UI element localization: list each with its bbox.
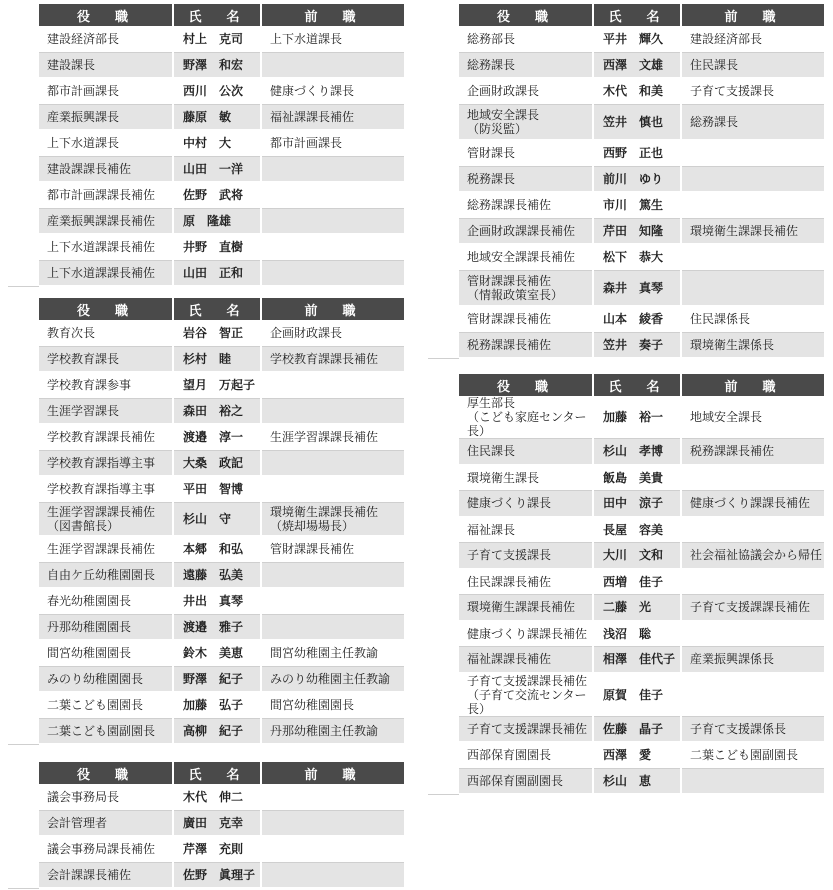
table-row [8,476,404,502]
table-row [8,810,404,836]
role-cell: 税務課課長補佐 [459,332,593,358]
role-cell: 学校教育課指導主事 [39,450,173,476]
role-cell: 税務課長 [459,166,593,192]
prev-role-cell: 税務課課長補佐 [681,439,824,465]
prev-role-cell: 健康づくり課課長補佐 [681,491,824,517]
prev-role-cell [261,614,404,640]
table-row [428,26,824,52]
table-row [8,398,404,424]
role-cell: 議会事務局課長補佐 [39,836,173,862]
table-row [428,716,824,742]
name-cell: 大桑 政記 [173,450,261,476]
section-label-char: 設 [21,134,34,149]
table-row [428,517,824,543]
section-label-kosei [428,396,459,794]
name-cell: 西野 正也 [593,140,681,166]
header-row [8,298,404,320]
table-row [8,502,404,536]
section-kensetsu-table [8,4,404,287]
role-cell: 子育て支援課長 [459,543,593,569]
table-row [8,52,404,78]
prev-role-cell: 建設経済部長 [681,26,824,52]
prev-role-cell: みのり幼稚園主任教諭 [261,666,404,692]
table-row [428,270,824,306]
role-cell: 会計課課長補佐 [39,862,173,888]
role-cell: 会計管理者 [39,810,173,836]
role-cell: 環境衛生課長 [459,465,593,491]
table-row [8,78,404,104]
role-cell: 都市計画課長 [39,78,173,104]
role-cell: 二葉こども園副園長 [39,718,173,744]
header-prev: 前 職 [681,4,824,26]
section-label-char: 育 [21,510,34,525]
name-cell: 長屋 容美 [593,517,681,543]
section-label-char: そ [21,800,34,815]
header-prev: 前 職 [261,298,404,320]
table-row [8,156,404,182]
prev-role-cell: 都市計画課長 [261,130,404,156]
role-cell: 総務課長 [459,52,593,78]
prev-role-cell [261,476,404,502]
prev-role-cell: 間宮幼稚園園長 [261,692,404,718]
table-row [8,836,404,862]
role-cell: 建設経済部長 [39,26,173,52]
prev-role-cell [261,562,404,588]
section-label-sonota [8,784,39,888]
prev-role-cell: 産業振興課係長 [681,647,824,673]
name-cell: 本郷 和弘 [173,536,261,562]
table-row [428,52,824,78]
name-cell: 野澤 和宏 [173,52,261,78]
role-cell: 上下水道課長 [39,130,173,156]
name-cell: 平井 輝久 [593,26,681,52]
header-row [428,374,824,396]
role-cell: 学校教育課長 [39,346,173,372]
table-row [428,647,824,673]
table-row [8,320,404,346]
prev-role-cell [681,140,824,166]
role-cell: 議会事務局長 [39,784,173,810]
prev-role-cell [261,398,404,424]
prev-role-cell [261,52,404,78]
table-row [8,692,404,718]
role-cell: 厚生部長 （こども家庭センター長） [459,396,593,439]
prev-role-cell: 社会福祉協議会から帰任 [681,543,824,569]
prev-role-cell [261,208,404,234]
role-cell: 学校教育課参事 [39,372,173,398]
prev-role-cell [261,810,404,836]
table-row [8,588,404,614]
prev-role-cell [681,768,824,794]
role-cell: 上下水道課課長補佐 [39,234,173,260]
name-cell: 杉山 守 [173,502,261,536]
name-cell: 原賀 佳子 [593,673,681,717]
name-cell: 木代 和美 [593,78,681,104]
section-label-char: 部 [441,198,454,213]
prev-role-cell [681,517,824,543]
name-cell: 原 隆雄 [173,208,261,234]
section-label-char: の [21,814,34,829]
table-row [8,536,404,562]
prev-role-cell [681,244,824,270]
table-row [428,78,824,104]
table-row [428,595,824,621]
header-prev: 前 職 [261,4,404,26]
table-row [428,166,824,192]
name-cell: 相澤 佳代子 [593,647,681,673]
role-cell: 二葉こども園園長 [39,692,173,718]
role-cell: 健康づくり課長 [459,491,593,517]
name-cell: 岩谷 智正 [173,320,261,346]
prev-role-cell: 間宮幼稚園主任教諭 [261,640,404,666]
role-cell: 住民課課長補佐 [459,569,593,595]
section-label-char: 他 [21,828,34,843]
role-cell: 生涯学習課課長補佐 [39,536,173,562]
section-label-char: 部 [441,601,454,616]
role-cell: 管財課長 [459,140,593,166]
role-cell: 産業振興課長 [39,104,173,130]
section-label-kyoiku [8,320,39,744]
name-cell: 田中 涼子 [593,491,681,517]
name-cell: 村上 克司 [173,26,261,52]
name-cell: 佐野 武将 [173,182,261,208]
role-cell: 自由ケ丘幼稚園園長 [39,562,173,588]
prev-role-cell: 学校教育課課長補佐 [261,346,404,372]
header-name: 氏 名 [593,4,681,26]
table-row [428,140,824,166]
prev-role-cell: 環境衛生課係長 [681,332,824,358]
prev-role-cell [681,569,824,595]
table-row [8,104,404,130]
section-label-char: 会 [21,552,34,567]
name-cell: 笠井 慎也 [593,104,681,140]
role-cell: 管財課課長補佐 （情報政策室長） [459,270,593,306]
section-label-char: 員 [21,538,34,553]
role-cell: 総務部長 [459,26,593,52]
role-cell: 生涯学習課長 [39,398,173,424]
role-cell: 子育て支援課課長補佐 （子育て交流センター長） [459,673,593,717]
role-cell: 建設課課長補佐 [39,156,173,182]
prev-role-cell [261,836,404,862]
name-cell: 山田 正和 [173,260,261,286]
table-row [428,491,824,517]
section-label-char: 教 [21,496,34,511]
table-row [8,234,404,260]
table-row [428,742,824,768]
prev-role-cell: 環境衛生課課長補佐 [681,218,824,244]
role-cell: 学校教育課指導主事 [39,476,173,502]
name-cell: 高柳 紀子 [173,718,261,744]
role-cell: 学校教育課課長補佐 [39,424,173,450]
role-cell: 福祉課長 [459,517,593,543]
prev-role-cell: 二葉こども園副園長 [681,742,824,768]
header-name: 氏 名 [173,298,261,320]
section-label-char: 課 [21,856,34,871]
name-cell: 渡邉 雅子 [173,614,261,640]
name-cell: 飯島 美貴 [593,465,681,491]
name-cell: 望月 万起子 [173,372,261,398]
table-row [8,450,404,476]
name-cell: 平田 智博 [173,476,261,502]
table-row [8,614,404,640]
prev-role-cell: 子育て支援課長 [681,78,824,104]
name-cell: 佐藤 晶子 [593,716,681,742]
prev-role-cell [681,270,824,306]
table-row [8,718,404,744]
name-cell: 木代 伸二 [173,784,261,810]
section-somu-table [428,4,824,359]
prev-role-cell: 生涯学習課課長補佐 [261,424,404,450]
table-row [428,332,824,358]
section-label-char: 部 [21,176,34,191]
name-cell: 芹澤 充則 [173,836,261,862]
table-row [8,424,404,450]
name-cell: 井出 真琴 [173,588,261,614]
prev-role-cell [681,673,824,717]
name-cell: 加藤 弘子 [173,692,261,718]
section-label-char: の [21,842,34,857]
table-row [428,218,824,244]
name-cell: 西澤 文雄 [593,52,681,78]
header-role: 役 職 [459,374,593,396]
section-label-char: 建 [21,120,34,135]
header-row [428,4,824,26]
header-corner [428,374,459,396]
table-row [8,784,404,810]
name-cell: 中村 大 [173,130,261,156]
header-name: 氏 名 [173,762,261,784]
role-cell: 春光幼稚園園長 [39,588,173,614]
table-row [428,569,824,595]
table-row [8,562,404,588]
table-row [428,543,824,569]
table-row [428,306,824,332]
header-role: 役 職 [39,298,173,320]
prev-role-cell: 子育て支援課課長補佐 [681,595,824,621]
prev-role-cell: 福祉課課長補佐 [261,104,404,130]
table-row [428,244,824,270]
role-cell: 丹那幼稚園園長 [39,614,173,640]
name-cell: 渡邉 淳一 [173,424,261,450]
role-cell: 管財課課長補佐 [459,306,593,332]
header-name: 氏 名 [173,4,261,26]
section-label-char: 総 [441,170,454,185]
prev-role-cell [261,862,404,888]
role-cell: 福祉課課長補佐 [459,647,593,673]
prev-role-cell [681,192,824,218]
section-sonota-table [8,762,404,889]
prev-role-cell [261,234,404,260]
prev-role-cell: 地域安全課長 [681,396,824,439]
table-row [8,208,404,234]
name-cell: 山田 一洋 [173,156,261,182]
role-cell: 教育次長 [39,320,173,346]
prev-role-cell [681,621,824,647]
name-cell: 笠井 奏子 [593,332,681,358]
role-cell: 都市計画課課長補佐 [39,182,173,208]
role-cell: 生涯学習課課長補佐 （図書館長） [39,502,173,536]
prev-role-cell [261,588,404,614]
name-cell: 森井 真琴 [593,270,681,306]
name-cell: 前川 ゆり [593,166,681,192]
role-cell: 西部保育園園長 [459,742,593,768]
prev-role-cell [261,182,404,208]
table-row [428,621,824,647]
table-row [8,372,404,398]
section-kosei-table [428,374,824,795]
table-row [428,396,824,439]
role-cell: 地域安全課課長補佐 [459,244,593,270]
prev-role-cell: 管財課課長補佐 [261,536,404,562]
name-cell: 井野 直樹 [173,234,261,260]
table-row [428,439,824,465]
section-label-char: 厚 [441,573,454,588]
section-label-char: 生 [441,587,454,602]
header-role: 役 職 [39,762,173,784]
name-cell: 浅沼 聡 [593,621,681,647]
prev-role-cell: 企画財政課長 [261,320,404,346]
prev-role-cell: 上下水道課長 [261,26,404,52]
table-row [8,666,404,692]
prev-role-cell [261,260,404,286]
prev-role-cell [261,156,404,182]
role-cell: 間宮幼稚園園長 [39,640,173,666]
name-cell: 森田 裕之 [173,398,261,424]
role-cell: みのり幼稚園園長 [39,666,173,692]
prev-role-cell [261,372,404,398]
table-row [428,192,824,218]
table-row [8,26,404,52]
header-corner [428,4,459,26]
header-corner [8,762,39,784]
prev-role-cell: 総務課長 [681,104,824,140]
name-cell: 加藤 裕一 [593,396,681,439]
name-cell: 二藤 光 [593,595,681,621]
table-row [428,104,824,140]
role-cell: 企画財政課課長補佐 [459,218,593,244]
table-row [428,768,824,794]
role-cell: 総務課課長補佐 [459,192,593,218]
header-prev: 前 職 [681,374,824,396]
section-label-kensetsu [8,26,39,286]
table-row [428,673,824,717]
name-cell: 市川 篤生 [593,192,681,218]
name-cell: 西川 公次 [173,78,261,104]
name-cell: 山本 綾香 [593,306,681,332]
prev-role-cell [681,465,824,491]
name-cell: 芹田 知隆 [593,218,681,244]
role-cell: 住民課長 [459,439,593,465]
header-row [8,762,404,784]
name-cell: 西澤 愛 [593,742,681,768]
role-cell: 子育て支援課課長補佐 [459,716,593,742]
header-row [8,4,404,26]
header-prev: 前 職 [261,762,404,784]
table-row [8,862,404,888]
prev-role-cell: 子育て支援課係長 [681,716,824,742]
name-cell: 鈴木 美恵 [173,640,261,666]
name-cell: 野澤 紀子 [173,666,261,692]
prev-role-cell [681,166,824,192]
name-cell: 藤原 敏 [173,104,261,130]
table-row [8,346,404,372]
prev-role-cell: 健康づくり課長 [261,78,404,104]
name-cell: 廣田 克幸 [173,810,261,836]
section-label-char: 済 [21,162,34,177]
prev-role-cell: 環境衛生課課長補佐 （焼却場場長） [261,502,404,536]
table-row [428,465,824,491]
role-cell: 上下水道課課長補佐 [39,260,173,286]
prev-role-cell: 住民課長 [681,52,824,78]
table-row [8,182,404,208]
role-cell: 産業振興課課長補佐 [39,208,173,234]
prev-role-cell [261,450,404,476]
prev-role-cell: 住民課係長 [681,306,824,332]
section-label-char: 務 [441,184,454,199]
prev-role-cell: 丹那幼稚園主任教諭 [261,718,404,744]
section-kyoiku-table [8,298,404,745]
role-cell: 企画財政課長 [459,78,593,104]
role-cell: 地域安全課長 （防災監） [459,104,593,140]
role-cell: 健康づくり課課長補佐 [459,621,593,647]
section-label-somu [428,26,459,358]
name-cell: 杉山 恵 [593,768,681,794]
role-cell: 環境衛生課課長補佐 [459,595,593,621]
name-cell: 松下 恭大 [593,244,681,270]
header-role: 役 職 [459,4,593,26]
section-label-char: 委 [21,524,34,539]
table-row [8,260,404,286]
role-cell: 西部保育園副園長 [459,768,593,794]
table-row [8,130,404,156]
name-cell: 杉村 睦 [173,346,261,372]
header-name: 氏 名 [593,374,681,396]
role-cell: 建設課長 [39,52,173,78]
name-cell: 西増 佳子 [593,569,681,595]
header-role: 役 職 [39,4,173,26]
name-cell: 大川 文和 [593,543,681,569]
name-cell: 遠藤 弘美 [173,562,261,588]
header-corner [8,298,39,320]
table-row [8,640,404,666]
name-cell: 杉山 孝博 [593,439,681,465]
header-corner [8,4,39,26]
section-label-char: 経 [21,148,34,163]
prev-role-cell [261,784,404,810]
name-cell: 佐野 眞理子 [173,862,261,888]
